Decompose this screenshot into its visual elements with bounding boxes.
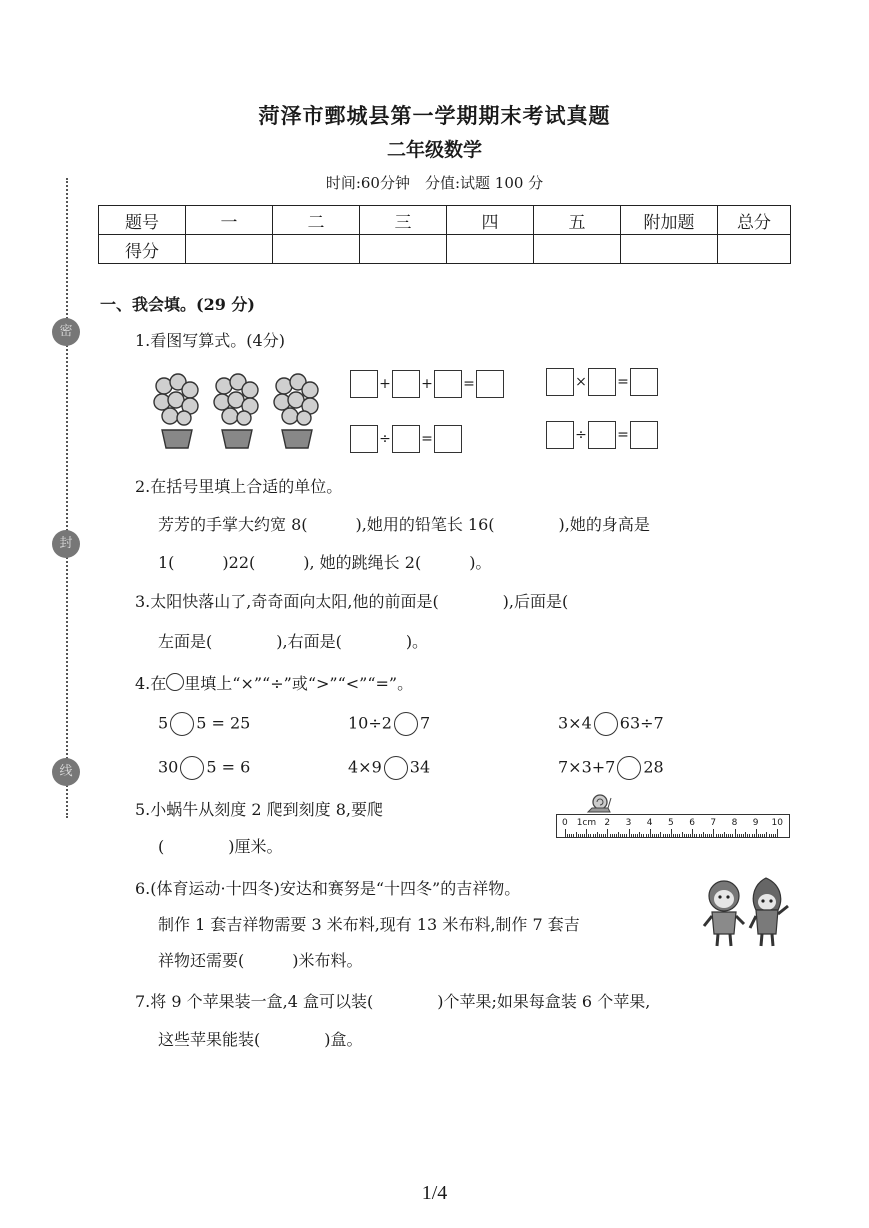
equals-sign: = bbox=[617, 427, 629, 443]
cell-score[interactable] bbox=[273, 235, 360, 264]
ruler-tick bbox=[749, 834, 750, 837]
equals-sign: = bbox=[421, 431, 433, 447]
answer-circle[interactable] bbox=[617, 756, 641, 780]
ruler bbox=[556, 814, 790, 838]
ruler-tick bbox=[720, 834, 721, 837]
ruler-tick bbox=[593, 834, 594, 837]
circle-icon bbox=[166, 673, 184, 691]
ruler-tick bbox=[599, 834, 600, 837]
ruler-tick bbox=[741, 834, 742, 837]
question-6-line-1: 6.(体育运动·十四冬)安达和赛努是“十四冬”的吉祥物。 bbox=[135, 879, 521, 898]
ruler-tick bbox=[567, 834, 568, 837]
compare-item: 10÷2 7 bbox=[348, 712, 430, 736]
ruler-tick bbox=[722, 834, 723, 837]
ruler-tick bbox=[654, 834, 655, 837]
cell-q5: 五 bbox=[534, 206, 621, 235]
ruler-tick bbox=[764, 834, 765, 837]
ruler-label: 10 bbox=[771, 818, 783, 828]
question-2-line-1: 芳芳的手掌大约宽 8( ),她用的铅笔长 16( ),她的身高是 bbox=[158, 515, 650, 534]
ruler-tick bbox=[692, 829, 693, 837]
ruler-tick bbox=[631, 834, 632, 837]
question-7-line-2: 这些苹果能装( )盒。 bbox=[158, 1030, 363, 1049]
mascot-icon bbox=[750, 878, 788, 946]
ruler-tick bbox=[707, 834, 708, 837]
answer-box[interactable] bbox=[630, 421, 658, 449]
ruler-tick bbox=[775, 834, 776, 837]
compare-item: 5 5 = 25 bbox=[158, 712, 250, 736]
divide-sign: ÷ bbox=[575, 427, 587, 443]
answer-box[interactable] bbox=[350, 370, 378, 398]
cell-q4: 四 bbox=[447, 206, 534, 235]
ruler-tick bbox=[726, 834, 727, 837]
question-3-line-1: 3.太阳快落山了,奇奇面向太阳,他的前面是( ),后面是( bbox=[135, 592, 569, 611]
ruler-tick bbox=[576, 832, 577, 837]
ruler-tick bbox=[690, 834, 691, 837]
cell-score[interactable] bbox=[718, 235, 791, 264]
ruler-tick bbox=[758, 834, 759, 837]
score-table-score-row bbox=[99, 235, 791, 264]
equation-division-1 bbox=[350, 425, 462, 453]
times-sign: × bbox=[575, 374, 587, 390]
ruler-tick bbox=[580, 834, 581, 837]
question-5-line-2: ( )厘米。 bbox=[158, 837, 283, 856]
answer-box[interactable] bbox=[630, 368, 658, 396]
ruler-tick bbox=[597, 832, 598, 837]
ruler-tick bbox=[769, 834, 770, 837]
ruler-tick bbox=[696, 834, 697, 837]
ruler-tick bbox=[701, 834, 702, 837]
exam-subtitle: 二年级数学 bbox=[386, 139, 482, 161]
equation-multiplication bbox=[546, 368, 658, 396]
ruler-tick bbox=[752, 834, 753, 837]
answer-circle[interactable] bbox=[394, 712, 418, 736]
ruler-label: 6 bbox=[689, 818, 695, 828]
answer-box[interactable] bbox=[476, 370, 504, 398]
compare-item: 3×4 63÷7 bbox=[558, 712, 664, 736]
ruler-tick bbox=[641, 834, 642, 837]
ruler-tick bbox=[724, 832, 725, 837]
ruler-tick bbox=[777, 829, 778, 837]
ruler-tick bbox=[766, 832, 767, 837]
ruler-tick bbox=[595, 834, 596, 837]
ruler-tick bbox=[622, 834, 623, 837]
ruler-tick bbox=[612, 834, 613, 837]
ruler-tick bbox=[743, 834, 744, 837]
question-4-text bbox=[135, 673, 413, 695]
ruler-label: 5 bbox=[668, 818, 674, 828]
ruler-tick bbox=[705, 834, 706, 837]
cell-extra: 附加题 bbox=[621, 206, 718, 235]
ruler-tick bbox=[675, 834, 676, 837]
ruler-tick bbox=[660, 832, 661, 837]
ruler-label: 2 bbox=[604, 818, 611, 828]
divide-sign: ÷ bbox=[379, 431, 391, 447]
answer-box[interactable] bbox=[588, 421, 616, 449]
ruler-tick bbox=[673, 834, 674, 837]
ruler-label: 3 bbox=[625, 818, 632, 828]
seal-mark: 封 bbox=[52, 530, 80, 558]
ruler-tick bbox=[588, 834, 589, 837]
ruler-tick bbox=[584, 834, 585, 837]
compare-item: 7×3+7 28 bbox=[558, 756, 664, 780]
flower-pot-icon bbox=[154, 374, 198, 448]
ruler-tick bbox=[643, 834, 644, 837]
ruler-tick bbox=[648, 834, 649, 837]
ruler-tick bbox=[737, 834, 738, 837]
ruler-label: 8 bbox=[731, 818, 738, 828]
answer-box[interactable] bbox=[392, 370, 420, 398]
question-1-text: 1.看图写算式。(4分) bbox=[135, 331, 285, 350]
ruler-tick bbox=[571, 834, 572, 837]
flower-pot-icon bbox=[274, 374, 318, 448]
ruler-tick bbox=[665, 834, 666, 837]
mascots-illustration bbox=[700, 876, 795, 948]
question-2-line-2: 1( )22( ), 她的跳绳长 2( )。 bbox=[158, 553, 492, 572]
ruler-tick bbox=[618, 832, 619, 837]
ruler-tick bbox=[578, 834, 579, 837]
ruler-tick bbox=[620, 834, 621, 837]
question-3-line-2: 左面是( ),右面是( )。 bbox=[158, 632, 429, 651]
flower-pots-illustration bbox=[150, 372, 320, 452]
ruler-tick bbox=[677, 834, 678, 837]
ruler-tick bbox=[682, 832, 683, 837]
ruler-tick bbox=[745, 832, 746, 837]
ruler-tick bbox=[671, 829, 672, 837]
ruler-tick bbox=[582, 834, 583, 837]
cell-score[interactable] bbox=[186, 235, 273, 264]
ruler-tick bbox=[739, 834, 740, 837]
answer-box[interactable] bbox=[434, 425, 462, 453]
answer-box[interactable] bbox=[546, 368, 574, 396]
ruler-tick bbox=[646, 834, 647, 837]
ruler-tick bbox=[688, 834, 689, 837]
question-4-text-b: 里填上“×”“÷”或“>”“<”“=”。 bbox=[184, 674, 414, 693]
cell-score[interactable] bbox=[360, 235, 447, 264]
section-title: 一、我会填。(29 分) bbox=[100, 295, 255, 314]
ruler-tick bbox=[762, 834, 763, 837]
ruler-tick bbox=[586, 829, 587, 837]
answer-circle[interactable] bbox=[594, 712, 618, 736]
question-2-text: 2.在括号里填上合适的单位。 bbox=[135, 477, 343, 496]
mascot-icon bbox=[704, 881, 744, 946]
ruler-tick bbox=[603, 834, 604, 837]
cell-score-label: 得分 bbox=[99, 235, 186, 264]
question-6-line-3: 祥物还需要( )米布料。 bbox=[158, 951, 363, 970]
ruler-tick bbox=[699, 834, 700, 837]
seal-mark: 密 bbox=[52, 318, 80, 346]
ruler-tick bbox=[639, 832, 640, 837]
ruler-tick bbox=[760, 834, 761, 837]
ruler-tick bbox=[730, 834, 731, 837]
ruler-tick bbox=[728, 834, 729, 837]
equals-sign: = bbox=[617, 374, 629, 390]
exam-title: 菏泽市鄄城县第一学期期末考试真题 bbox=[258, 103, 611, 128]
ruler-label: 9 bbox=[752, 818, 759, 828]
ruler-tick bbox=[565, 829, 566, 837]
ruler-tick bbox=[601, 834, 602, 837]
answer-box[interactable] bbox=[434, 370, 462, 398]
ruler-tick bbox=[711, 834, 712, 837]
ruler-tick bbox=[771, 834, 772, 837]
cell-score[interactable] bbox=[621, 235, 718, 264]
answer-box[interactable] bbox=[392, 425, 420, 453]
ruler-label: 0 bbox=[562, 818, 568, 828]
page-number: 1/4 bbox=[421, 1182, 448, 1204]
ruler-tick bbox=[650, 829, 651, 837]
ruler-tick bbox=[658, 834, 659, 837]
binding-line bbox=[66, 178, 68, 818]
question-5-line-1: 5.小蜗牛从刻度 2 爬到刻度 8,要爬 bbox=[135, 800, 383, 819]
ruler-label: 4 bbox=[646, 818, 653, 828]
ruler-tick bbox=[694, 834, 695, 837]
ruler-tick bbox=[684, 834, 685, 837]
ruler-label: 7 bbox=[710, 818, 717, 828]
equals-sign: = bbox=[463, 376, 475, 392]
score-table bbox=[98, 205, 791, 264]
compare-item: 4×9 34 bbox=[348, 756, 430, 780]
ruler-tick bbox=[709, 834, 710, 837]
ruler-tick bbox=[686, 834, 687, 837]
ruler-tick bbox=[756, 829, 757, 837]
ruler-tick bbox=[718, 834, 719, 837]
ruler-tick bbox=[626, 834, 627, 837]
ruler-tick bbox=[747, 834, 748, 837]
ruler-tick bbox=[633, 834, 634, 837]
ruler-tick bbox=[713, 829, 714, 837]
ruler-tick bbox=[614, 834, 615, 837]
question-6-line-2: 制作 1 套吉祥物需要 3 米布料,现有 13 米布料,制作 7 套吉 bbox=[158, 915, 580, 934]
ruler-tick bbox=[610, 834, 611, 837]
ruler-tick bbox=[590, 834, 591, 837]
ruler-tick bbox=[679, 834, 680, 837]
ruler-tick bbox=[652, 834, 653, 837]
cell-q3: 三 bbox=[360, 206, 447, 235]
answer-box[interactable] bbox=[546, 421, 574, 449]
ruler-tick bbox=[735, 829, 736, 837]
score-table-header-row bbox=[99, 206, 791, 235]
ruler-tick bbox=[669, 834, 670, 837]
ruler-tick bbox=[663, 834, 664, 837]
ruler-tick bbox=[732, 834, 733, 837]
ruler-tick bbox=[637, 834, 638, 837]
ruler-tick bbox=[605, 834, 606, 837]
plus-sign: + bbox=[379, 376, 391, 392]
ruler-tick bbox=[703, 832, 704, 837]
ruler-tick bbox=[716, 834, 717, 837]
answer-circle[interactable] bbox=[180, 756, 204, 780]
cell-q1: 一 bbox=[186, 206, 273, 235]
ruler-tick bbox=[754, 834, 755, 837]
flower-pot-icon bbox=[214, 374, 258, 448]
snail-icon bbox=[586, 792, 612, 814]
ruler-tick bbox=[656, 834, 657, 837]
ruler-tick bbox=[624, 834, 625, 837]
ruler-label: 1cm bbox=[576, 818, 597, 828]
exam-meta: 时间:60分钟 分值:试题 100 分 bbox=[325, 174, 544, 192]
answer-box[interactable] bbox=[350, 425, 378, 453]
cell-score[interactable] bbox=[447, 235, 534, 264]
answer-circle[interactable] bbox=[170, 712, 194, 736]
equation-division-2 bbox=[546, 421, 658, 449]
cell-label: 题号 bbox=[99, 206, 186, 235]
cell-q2: 二 bbox=[273, 206, 360, 235]
ruler-tick bbox=[667, 834, 668, 837]
question-7-line-1: 7.将 9 个苹果装一盒,4 盒可以装( )个苹果;如果每盒装 6 个苹果, bbox=[135, 992, 651, 1011]
ruler-tick bbox=[773, 834, 774, 837]
answer-circle[interactable] bbox=[384, 756, 408, 780]
ruler-tick bbox=[569, 834, 570, 837]
compare-item: 30 5 = 6 bbox=[158, 756, 250, 780]
cell-total: 总分 bbox=[718, 206, 791, 235]
ruler-tick bbox=[635, 834, 636, 837]
question-4-text-a: 4.在 bbox=[135, 674, 167, 693]
plus-sign: + bbox=[421, 376, 433, 392]
cell-score[interactable] bbox=[534, 235, 621, 264]
ruler-tick bbox=[607, 829, 608, 837]
equation-addition bbox=[350, 370, 504, 398]
ruler-tick bbox=[629, 829, 630, 837]
ruler-tick bbox=[573, 834, 574, 837]
seal-mark: 线 bbox=[52, 758, 80, 786]
ruler-tick bbox=[616, 834, 617, 837]
answer-box[interactable] bbox=[588, 368, 616, 396]
